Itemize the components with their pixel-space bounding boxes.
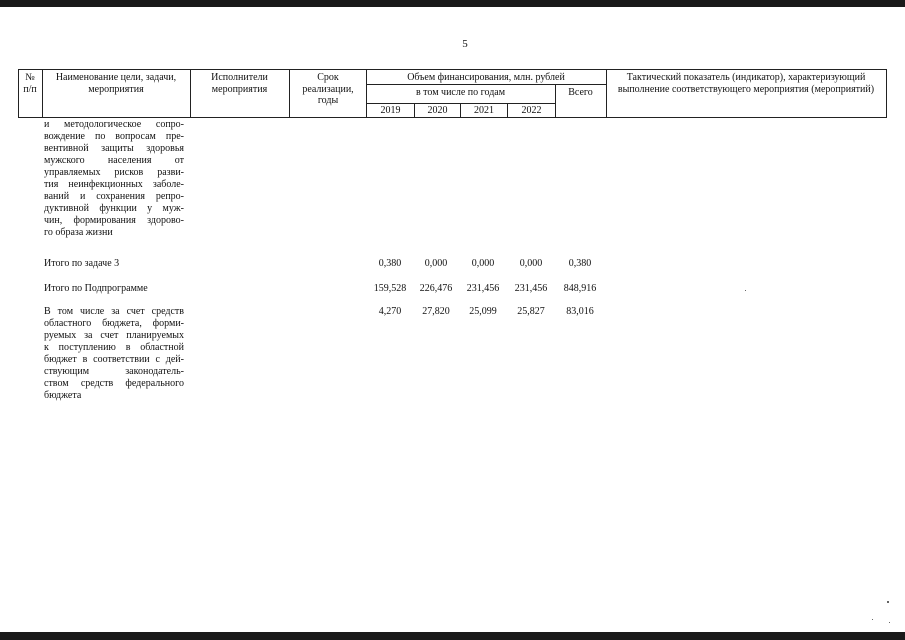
text-line: го образа жизни bbox=[44, 227, 113, 238]
header-line-funding-right bbox=[606, 69, 607, 118]
header-col-by-years: в том числе по годам bbox=[415, 87, 506, 98]
header-top-line bbox=[18, 69, 886, 70]
text-line: руемых за счет планируемых bbox=[44, 330, 184, 341]
text-line: мужского населения от bbox=[44, 155, 184, 166]
text-line: Итого по задаче 3 bbox=[44, 258, 120, 269]
row-task3-2019: 0,380 bbox=[378, 258, 402, 269]
row-task3-2021: 0,000 bbox=[471, 258, 495, 269]
header-year-2022: 2022 bbox=[521, 105, 542, 116]
header-bottom-line bbox=[18, 117, 886, 118]
scan-bottom-border bbox=[0, 632, 905, 640]
scan-speck bbox=[889, 622, 890, 623]
text-line: областного бюджета, форми- bbox=[44, 318, 184, 329]
text-line: ством средств федерального bbox=[44, 378, 184, 389]
header-line-funding-sub bbox=[366, 84, 606, 85]
scan-speck bbox=[887, 601, 889, 603]
text-line: управляемых рисков разви- bbox=[44, 167, 184, 178]
text-line: вождение по вопросам пре- bbox=[44, 131, 184, 142]
header-col-executors: Исполнители мероприятия bbox=[211, 72, 268, 95]
text-line: тия неинфекционных заболе- bbox=[44, 179, 184, 190]
page-number: 5 bbox=[462, 38, 468, 50]
text-line: чин, формирования здорово- bbox=[44, 215, 184, 226]
text-line: Итого по Подпрограмме bbox=[44, 283, 148, 294]
header-line-name bbox=[190, 69, 191, 118]
row-regional-2021: 25,099 bbox=[469, 306, 497, 317]
text-line: и методологическое сопро- bbox=[44, 119, 184, 130]
row-subprogram-total: 848,916 bbox=[563, 283, 597, 294]
row-subprogram-total-label bbox=[44, 283, 184, 295]
row-regional-2019: 4,270 bbox=[378, 306, 402, 317]
row-task3-2022: 0,000 bbox=[519, 258, 543, 269]
header-line-executors bbox=[289, 69, 290, 118]
row-subprogram-2021: 231,456 bbox=[466, 283, 500, 294]
row-task3-total-label bbox=[44, 258, 184, 270]
row-regional-budget-label bbox=[44, 306, 184, 402]
row-subprogram-2019: 159,528 bbox=[373, 283, 407, 294]
scan-speck bbox=[872, 619, 873, 620]
header-col-term: Срок реализации, годы bbox=[302, 72, 354, 106]
header-line-right bbox=[886, 69, 887, 118]
header-col-total: Всего bbox=[568, 87, 593, 98]
scan-top-border bbox=[0, 0, 905, 7]
continuation-description bbox=[44, 119, 184, 239]
row-regional-2020: 27,820 bbox=[422, 306, 450, 317]
row-subprogram-2020: 226,476 bbox=[419, 283, 453, 294]
row-regional-2022: 25,827 bbox=[517, 306, 545, 317]
scan-speck bbox=[745, 290, 746, 291]
row-task3-2020: 0,000 bbox=[424, 258, 448, 269]
text-line: к поступлению в областной bbox=[44, 342, 184, 353]
text-line: вентивной защиты здоровья bbox=[44, 143, 184, 154]
text-line: бюджет в соответствии с дей- bbox=[44, 354, 184, 365]
text-line: ствующим законодатель- bbox=[44, 366, 184, 377]
header-year-2019: 2019 bbox=[380, 105, 401, 116]
header-col-name: Наименование цели, задачи, мероприятия bbox=[55, 72, 177, 95]
header-line-total-left bbox=[555, 84, 556, 118]
header-col-indicator: Тактический показатель (индикатор), характеризующий выполнение соответствующего мероприятия (мероприятий) bbox=[617, 72, 875, 95]
header-line-left bbox=[18, 69, 19, 118]
text-line: В том числе за счет средств bbox=[44, 306, 184, 317]
text-line: дуктивной функции у муж- bbox=[44, 203, 184, 214]
header-col-no: № п/п bbox=[23, 72, 37, 95]
row-task3-total: 0,380 bbox=[568, 258, 592, 269]
header-col-funding: Объем финансирования, млн. рублей bbox=[407, 72, 565, 83]
header-year-2020: 2020 bbox=[427, 105, 448, 116]
header-year-2021: 2021 bbox=[474, 105, 494, 116]
text-line: ваний и сохранения репро- bbox=[44, 191, 184, 202]
header-line-no bbox=[42, 69, 43, 118]
text-line: бюджета bbox=[44, 390, 82, 401]
row-subprogram-2022: 231,456 bbox=[514, 283, 548, 294]
row-regional-total: 83,016 bbox=[566, 306, 594, 317]
